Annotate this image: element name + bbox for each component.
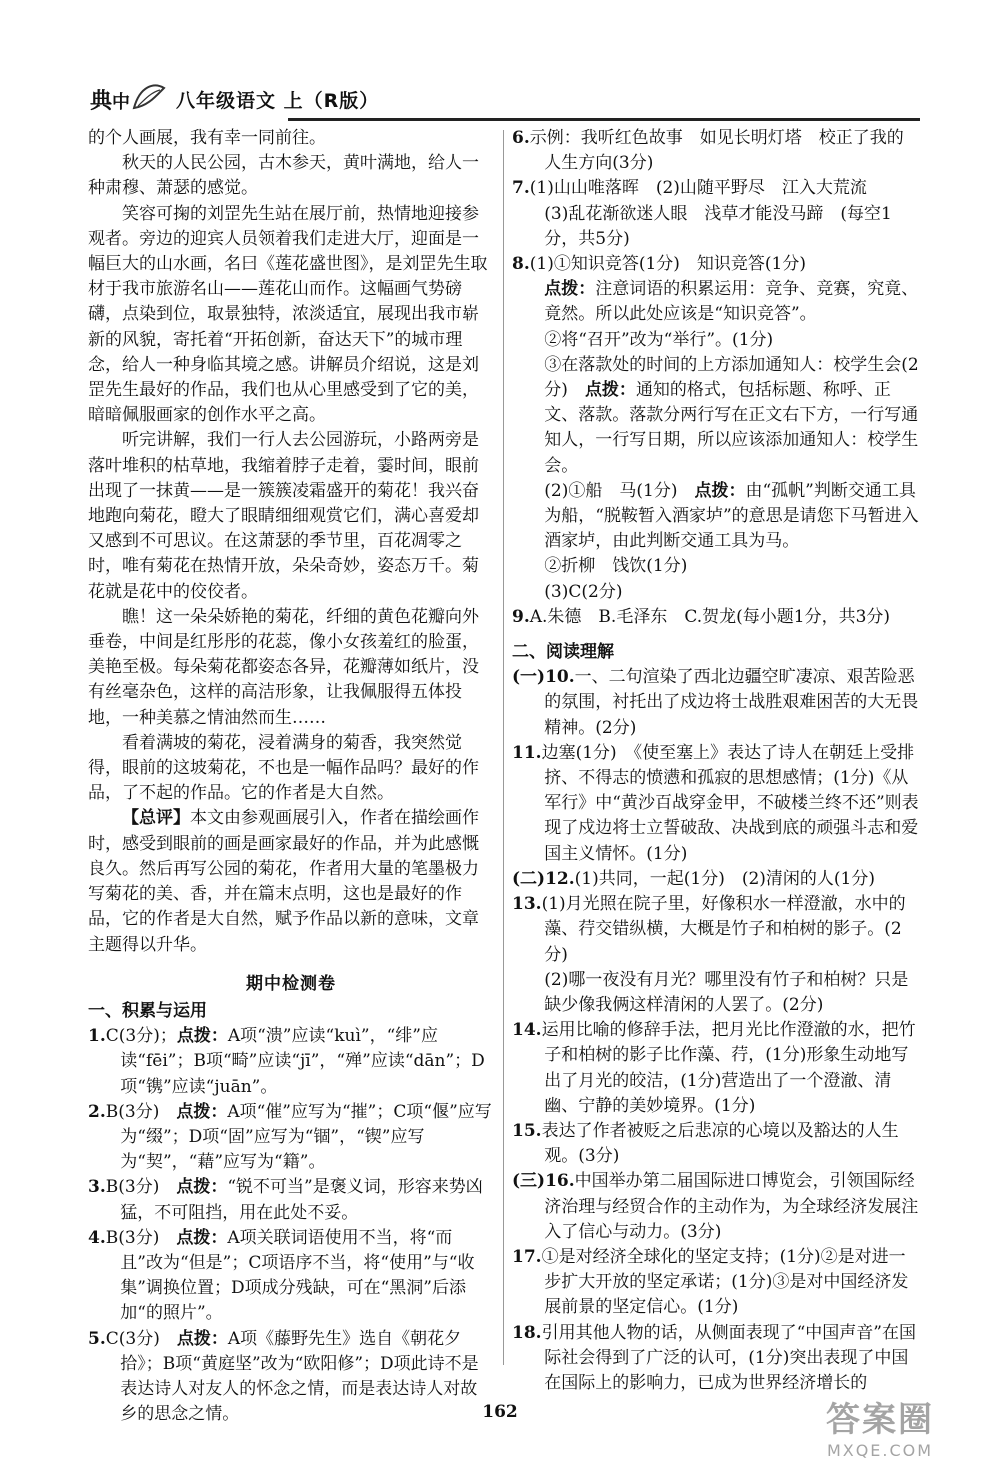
answer-line: ②折柳 饯饮(1分) — [544, 556, 688, 577]
answer-item: 17.①是对经济全球化的坚定支持；(1分)②是对进一步扩大开放的坚定承诺；(1分)③是对中国经济发展前景的坚定信心。(1分) — [512, 1246, 909, 1318]
comment-text: 本文由参观画展引入，作者在描绘画作时，感受到眼前的画是画家最好的作品，并为此感慨良久。然后再写公园的菊花，作者用大量的笔墨极力写菊花的美、香，并在篇末点明，这也是最好的作品，它的作者是大自然，赋予作品以新的意味，文章主题得以升华。 — [88, 808, 479, 955]
essay-paragraph: 秋天的人民公园，古木参天，黄叶满地，给人一种肃穆、萧瑟的感觉。 — [88, 153, 479, 199]
part-heading: 二、阅读理解 — [512, 642, 614, 663]
page-header — [88, 78, 920, 122]
answer-line: (3)C(2分) — [544, 581, 623, 602]
answer-item: 7.(1)山山唯落晖 (2)山随平野尽 江入大荒流 — [512, 178, 867, 199]
answer-line: (3)乱花渐欲迷人眼 浅草才能没马蹄 (每空1分，共5分) — [544, 203, 892, 249]
book-title: 八年级语文 上（R版） — [176, 90, 380, 112]
answer-item: 1.C(3分)；点拨：A项“溃”应读“kuì”，“绯”应读“fēi”；B项“畸”应读“jī”，“殚”应读“dān”；D项“镌”应读“juān”。 — [88, 1026, 485, 1097]
section-title: 期中检测卷 — [246, 973, 336, 994]
answer-line: (2)①船 马(1分) 点拨：由“孤帆”判断交通工具为船，“脱鞍暂入酒家垆”的意思是请您下马暂进入酒家垆，由此判断交通工具为马。 — [544, 480, 919, 552]
tip-line: 点拨：注意词语的积累运用：竞争、竞赛，究竟、竟然。所以此处应该是“知识竞答”。 — [544, 279, 919, 325]
answer-item: 15.表达了作者被贬之后悲凉的心境以及豁达的人生观。(3分) — [512, 1120, 899, 1167]
answer-item: (一)10.一、二句渲染了西北边疆空旷凄凉、艰苦险恶的氛围，衬托出了戍边将士战胜艰难困苦的大无畏精神。(2分) — [512, 667, 919, 738]
answer-item: 2.B(3分) 点拨：A项“催”应写为“摧”；C项“偃”应写为“缀”；D项“固”应写为“锢”，“锲”应写为“契”，“藉”应写为“籍”。 — [88, 1101, 492, 1173]
essay-paragraph: 听完讲解，我们一行人去公园游玩，小路两旁是落叶堆积的枯草地，我缩着脖子走着，霎时间，眼前出现了一抹黄——是一簇簇凌霜盛开的菊花！我兴奋地跑向菊花，瞪大了眼睛细细观赏它们，满心喜爱却又感到不可思议。在这萧瑟的季节里，百花凋零之时，唯有菊花在热情开放，朵朵奇妙，姿态万千。菊花就是花中的佼佼者。 — [88, 430, 479, 602]
answer-item: 6.示例：我听红色故事 如见长明灯塔 校正了我的人生方向(3分) — [512, 128, 904, 174]
answer-line: ②将“召开”改为“举行”。(1分) — [544, 329, 774, 350]
column-divider — [503, 130, 504, 1365]
site-watermark: 答案圈 MXQE.COM — [826, 1400, 934, 1460]
answer-item: 9.A.朱德 B.毛泽东 C.贺龙(每小题1分，共3分) — [512, 606, 891, 627]
essay-paragraph: 瞧！这一朵朵娇艳的菊花，纤细的黄色花瓣向外垂卷，中间是红彤彤的花蕊，像小女孩羞红的脸蛋，美艳至极。每朵菊花都姿态各异，花瓣薄如纸片，没有丝毫杂色，这样的高洁形象，让我佩服得五体投地，一种美慕之情油然而生…… — [88, 606, 479, 728]
answer-item: 3.B(3分) 点拨：“锐不可当”是褒义词，形容来势凶猛，不可阻挡，用在此处不妥。 — [88, 1177, 483, 1223]
essay-paragraph: 看着满坡的菊花，浸着满身的菊香，我突然觉得，眼前的这坡菊花，不也是一幅作品吗？最好的作品，了不起的作品。它的作者是大自然。 — [88, 732, 479, 804]
left-column — [88, 126, 494, 1427]
svg-text:中: 中 — [112, 92, 130, 113]
answer-item: 13.(1)月光照在院子里，好像积水一样澄澈，水中的藻、荇交错纵横，大概是竹子和柏树的影子。(2分) — [512, 894, 906, 965]
answer-line: ③在落款处的时间的上方添加通知人：校学生会(2分) 点拨：通知的格式，包括标题、称呼、正文、落款。落款分两行写在正文右下方，一行写通知人，一行写日期，所以应该添加通知人：校学生会。 — [544, 354, 919, 476]
answer-item: 14.运用比喻的修辞手法，把月光比作澄澈的水，把竹子和柏树的影子比作藻、荇，(1分)形象生动地写出了月光的皎洁，(1分)营造出了一个澄澈、清幽、宁静的美妙境界。(1分) — [512, 1020, 916, 1116]
general-comment — [88, 806, 494, 957]
answer-item: 18.引用其他人物的话，从侧面表现了“中国声音”在国际社会得到了广泛的认可，(1分)突出表现了中国在国际上的影响力，已成为世界经济增长的 — [512, 1322, 916, 1393]
answer-line: (2)哪一夜没有月光？哪里没有竹子和柏树？只是缺少像我俩这样清闲的人罢了。(2分) — [544, 969, 909, 1015]
answer-item: 5.C(3分) 点拨：A项《藤野先生》选自《朝花夕拾》；B项“黄庭坚”改为“欧阳修”；D项此诗不是表达诗人对友人的怀念之情，而是表达诗人对故乡的思念之情。 — [88, 1328, 479, 1425]
essay-paragraph: 笑容可掬的刘罡先生站在展厅前，热情地迎接参观者。旁边的迎宾人员领着我们走进大厅，迎面是一幅巨大的山水画，名曰《莲花盛世图》，是刘罡先生取材于我市旅游名山——莲花山而作。这幅画气势磅礴，点染到位，取景独特，浓淡适宜，展现出我市崭新的风貌，寄托着“开拓创新，奋达天下”的城市理念，给人一种身临其境之感。讲解员介绍说，这是刘罡先生最好的作品，我们也从心里感受到了它的美，暗暗佩服画家的创作水平之高。 — [88, 203, 488, 426]
header-rule — [288, 118, 920, 121]
comment-label: 【总评】 — [122, 808, 190, 829]
answer-item: 11.边塞(1分) 《使至塞上》表达了诗人在朝廷上受排挤、不得志的愤懑和孤寂的思想感情；(1分)《从军行》中“黄沙百战穿金甲，不破楼兰终不还”则表现了戍边将士立誓破敌、决战到底的顽强斗志和爱国主义情怀。(1分) — [512, 742, 919, 864]
brand-logo-icon — [88, 78, 168, 120]
page-number: 162 — [482, 1402, 518, 1422]
answer-item: 8.(1)①知识竞答(1分) 知识竞答(1分) — [512, 254, 806, 275]
answer-item: (二)12.(1)共同，一起(1分) (2)清闲的人(1分) — [512, 868, 875, 889]
answer-item: 4.B(3分) 点拨：A项关联词语使用不当，将“而且”改为“但是”；C项语序不当，将“使用”与“收集”调换位置；D项成分残缺，可在“黑洞”后添加“的照片”。 — [88, 1227, 475, 1324]
svg-text:典: 典 — [90, 89, 113, 114]
essay-line: 的个人画展，我有幸一同前往。 — [88, 128, 326, 148]
answer-item: (三)16.中国举办第二届国际进口博览会，引领国际经济治理与经贸合作的主动作为，为全球经济发展注入了信心与动力。(3分) — [512, 1171, 919, 1242]
right-column — [512, 126, 920, 1396]
part-heading: 一、积累与运用 — [88, 1000, 207, 1021]
